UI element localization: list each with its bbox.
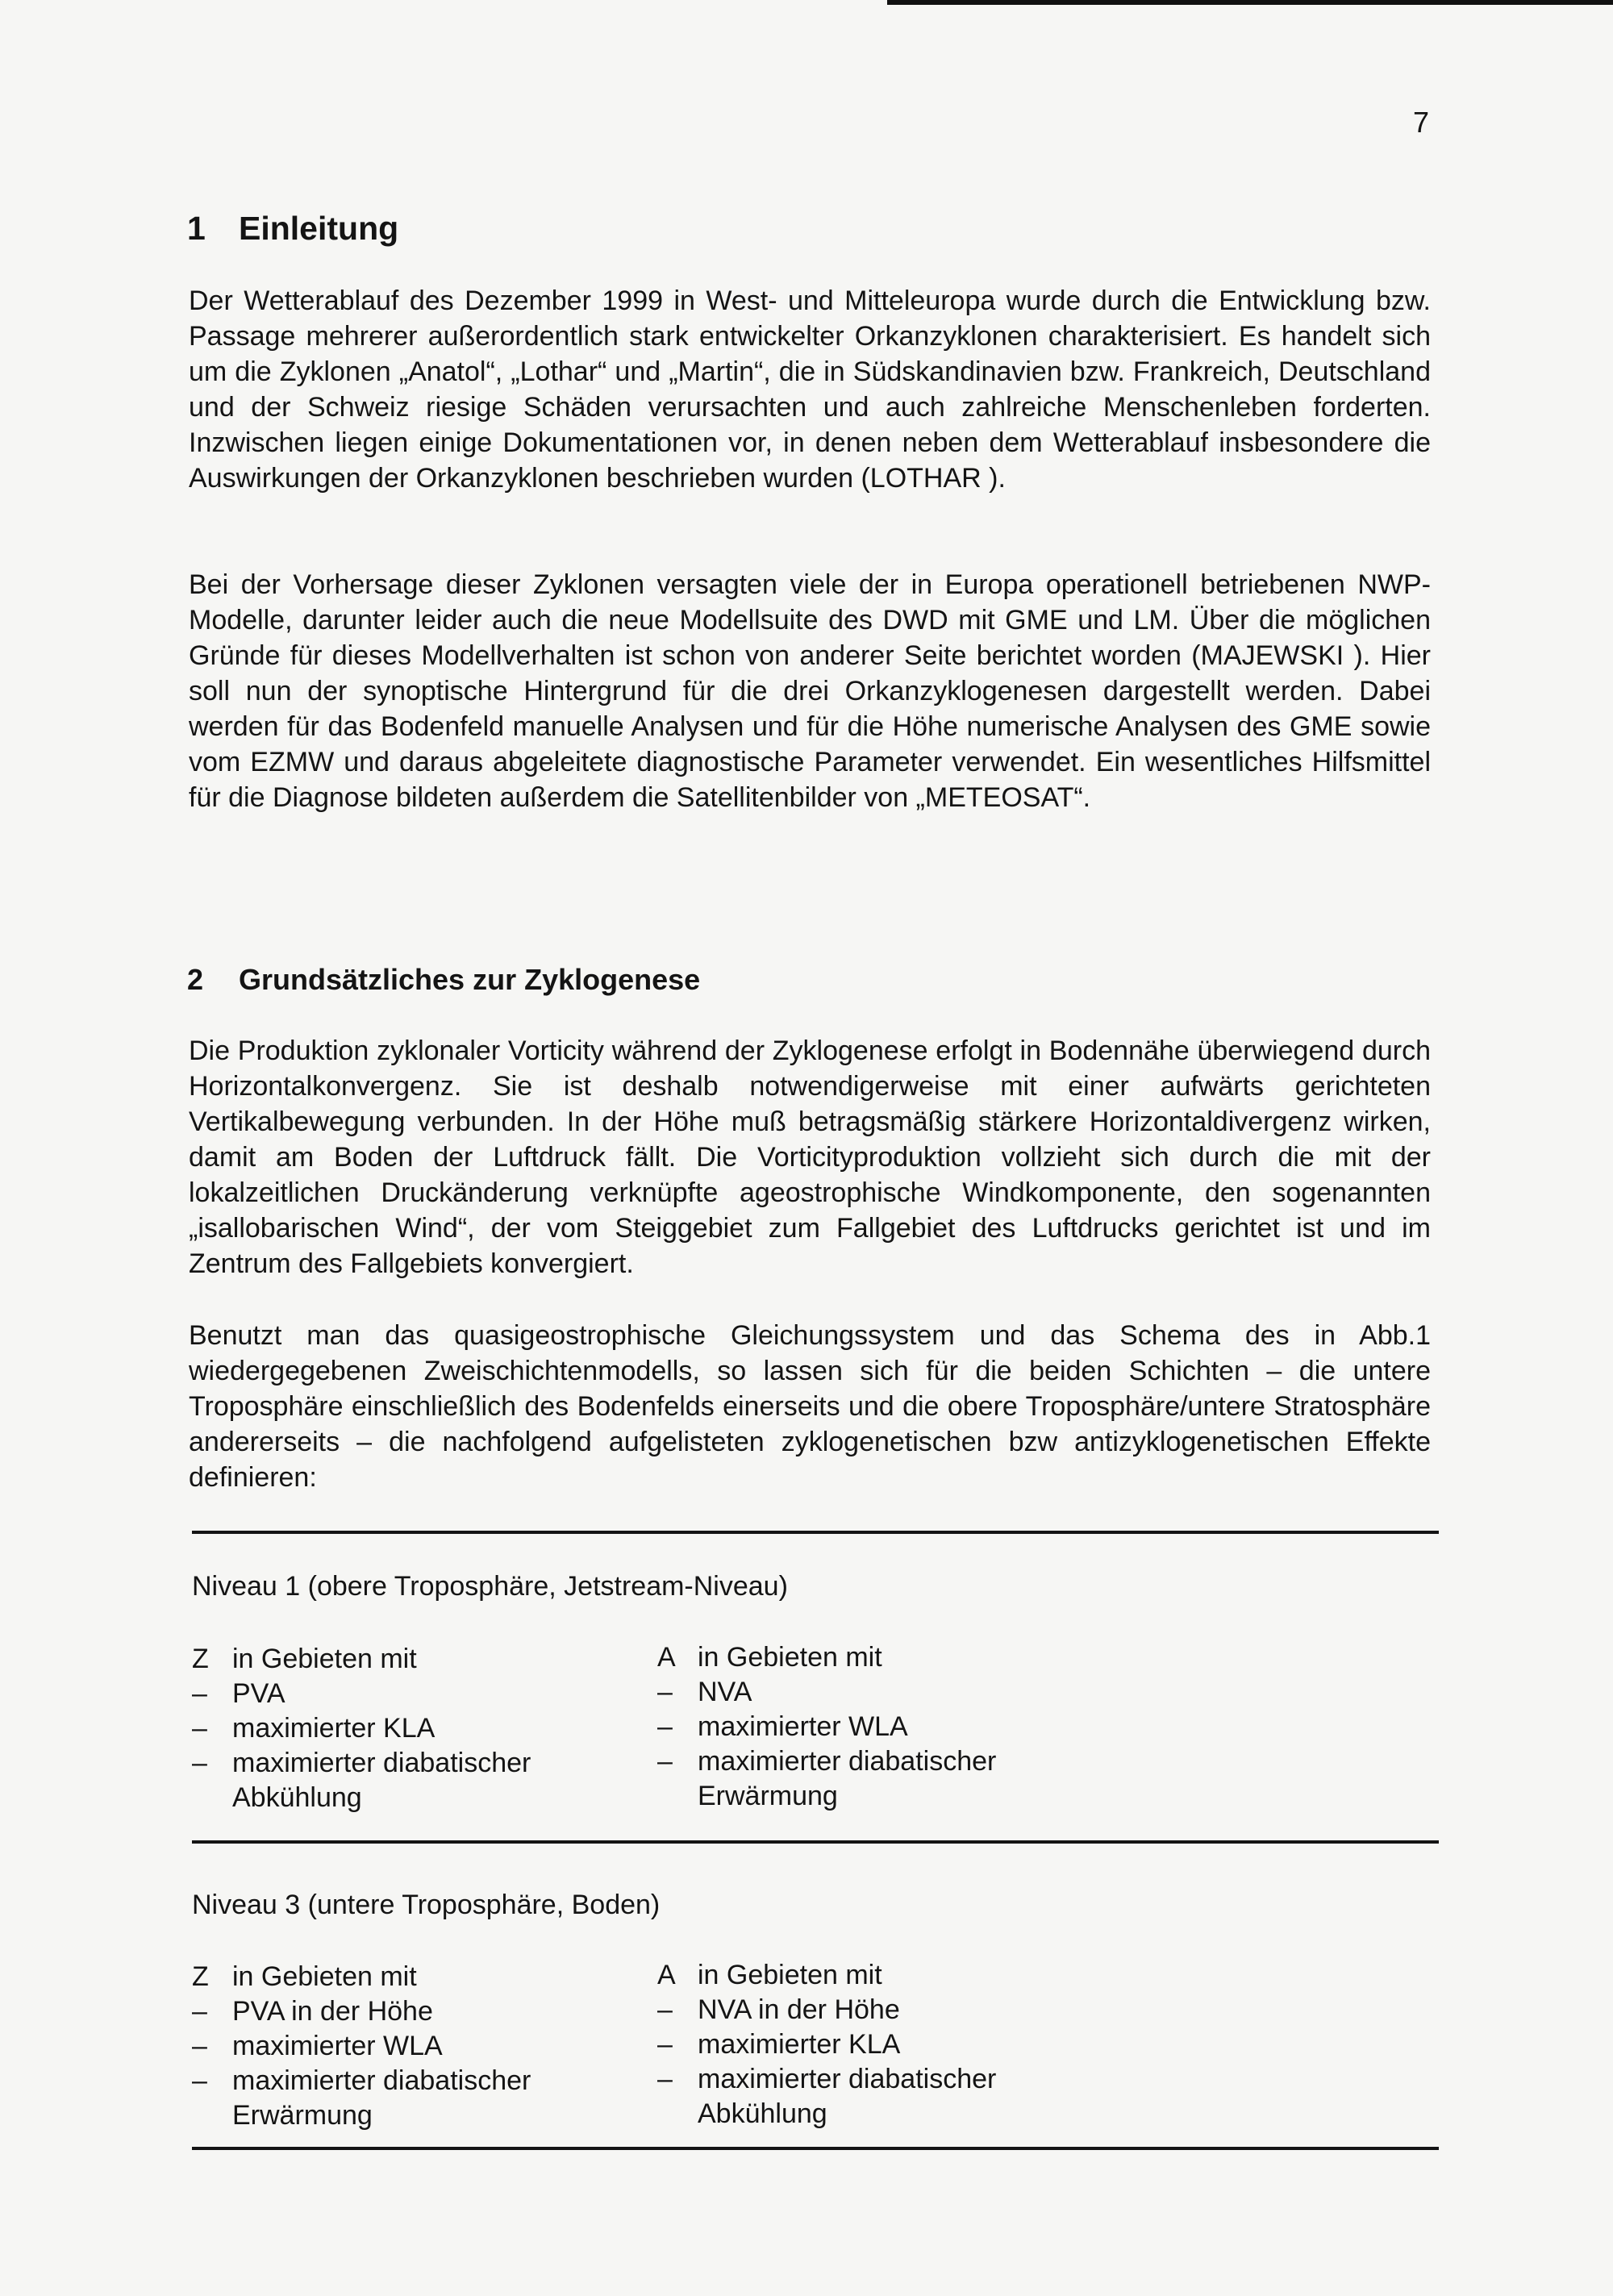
list-item-text: maximierter KLA — [698, 2029, 901, 2060]
list-item-text: maximierter diabatischer — [232, 2065, 531, 2096]
section-title: Grundsätzliches zur Zyklogenese — [239, 963, 701, 996]
list-item — [657, 1710, 996, 1744]
section-heading-einleitung — [187, 208, 398, 248]
list-item — [192, 2098, 531, 2133]
list-marker: Z — [192, 1644, 209, 1674]
list-marker: – — [192, 1748, 207, 1778]
list-item — [657, 1779, 996, 1814]
list-marker: – — [657, 2029, 673, 2060]
list-marker: A — [657, 1960, 676, 1990]
niveau-3-antizyklogenetisch-list — [657, 1958, 996, 2131]
list-marker: – — [657, 2064, 673, 2094]
list-item-text: in Gebieten mit — [232, 1644, 417, 1674]
list-item-text: Erwärmung — [232, 2100, 373, 2131]
list-marker: – — [192, 1996, 207, 2027]
list-item-text: maximierter diabatischer — [232, 1748, 531, 1778]
list-item-text: maximierter WLA — [698, 1711, 908, 1742]
section-number: 2 — [187, 963, 204, 996]
list-marker: A — [657, 1642, 676, 1673]
list-item — [657, 1993, 996, 2027]
list-item — [657, 1744, 996, 1779]
list-item — [192, 1994, 531, 2029]
list-item — [192, 1677, 531, 1711]
list-item — [192, 2064, 531, 2098]
section-heading-zyklogenese — [187, 962, 700, 998]
table-rule-top — [192, 1531, 1439, 1534]
paragraph-zyklogenese-2: Benutzt man das quasigeostrophische Gleichungssystem und das Schema des in Abb.1 wiedergegebenen Zweischichtenmodells, so lassen sich für die beiden Schichten – die untere Troposphäre einschließlich des Bodenfelds einerseits und die obere Troposphäre/untere Stratosphäre andererseits – die nachfolgend aufgelisteten zyklogenetischen bzw antizyklogenetischen Effekte definieren: — [189, 1320, 1431, 1493]
list-item — [657, 1640, 996, 1675]
list-item-text: maximierter WLA — [232, 2031, 443, 2061]
list-marker: – — [657, 1994, 673, 2025]
list-item — [192, 1746, 531, 1781]
list-item — [657, 2097, 996, 2131]
list-item — [657, 1958, 996, 1993]
list-item-text: Abkühlung — [698, 2098, 827, 2129]
list-item-text: maximierter diabatischer — [698, 1746, 997, 1777]
niveau-1-zyklogenetisch-list — [192, 1642, 531, 1815]
list-item-text: Abkühlung — [232, 1782, 362, 1813]
table-rule-middle — [192, 1840, 1439, 1844]
list-marker: Z — [192, 1961, 209, 1992]
paragraph-zyklogenese-1: Die Produktion zyklonaler Vorticity während der Zyklogenese erfolgt in Bodennähe überwiegend durch Horizontalkonvergenz. Sie ist deshalb notwendigerweise mit einer aufwärts gerichteten Vertikalbewegung verbunden. In der Höhe muß betragsmäßig stärkere Horizontaldivergenz wirken, damit am Boden der Luftdruck fällt. Die Vorticityproduktion vollzieht sich durch die mit der lokalzeitlichen Druckänderung verknüpfte ageostrophische Windkomponente, den sogenannten „isallobarischen Wind“, der vom Steiggebiet zum Fallgebiet des Luftdrucks gerichtet ist und im Zentrum des Fallgebiets konvergiert. — [189, 1035, 1431, 1279]
niveau-3-zyklogenetisch-list — [192, 1960, 531, 2133]
paragraph-intro-2: Bei der Vorhersage dieser Zyklonen versagten viele der in Europa operationell betriebenen NWP-Modelle, darunter leider auch die neue Modellsuite des DWD mit GME und LM. Über die möglichen Gründe für dieses Modellverhalten ist schon von anderer Seite berichtet worden (MAJEWSKI ). Hier soll nun der synoptische Hintergrund für die drei Orkanzyklogenesen dargestellt werden. Dabei werden für das Bodenfeld manuelle Analysen und für die Höhe numerische Analysen des GME sowie vom EZMW und daraus abgeleitete diagnostische Parameter verwendet. Ein wesentliches Hilfsmittel für die Diagnose bildeten außerdem die Satellitenbilder von „METEOSAT“. — [189, 569, 1431, 813]
list-item-text: PVA in der Höhe — [232, 1996, 433, 2027]
list-item — [192, 1711, 531, 1746]
list-marker: – — [192, 1678, 207, 1709]
table-rule-bottom — [192, 2147, 1439, 2150]
section-number: 1 — [187, 210, 206, 247]
list-item-text: NVA — [698, 1677, 752, 1707]
list-item — [192, 1642, 531, 1677]
section-title: Einleitung — [239, 210, 399, 247]
list-item — [657, 2027, 996, 2062]
page-number: 7 — [1412, 106, 1429, 139]
scan-edge-bar — [887, 0, 1613, 5]
list-marker: – — [192, 1713, 207, 1744]
list-item-text: maximierter diabatischer — [698, 2064, 997, 2094]
list-item-text: in Gebieten mit — [698, 1960, 882, 1990]
list-item — [192, 2029, 531, 2064]
list-item-text: in Gebieten mit — [698, 1642, 882, 1673]
niveau-1-antizyklogenetisch-list — [657, 1640, 996, 1814]
paragraph-intro-1: Der Wetterablauf des Dezember 1999 in West- und Mitteleuropa wurde durch die Entwicklung bzw. Passage mehrerer außerordentlich stark entwickelter Orkanzyklonen charakterisiert. Es handelt sich um die Zyklonen „Anatol“, „Lothar“ und „Martin“, die in Südskandinavien bzw. Frankreich, Deutschland und der Schweiz riesige Schäden verursachten und auch zahlreiche Menschenleben forderten. Inzwischen liegen einige Dokumentationen vor, in denen neben dem Wetterablauf insbesondere die Auswirkungen der Orkanzyklonen beschrieben wurden (LOTHAR ). — [189, 285, 1431, 494]
list-marker: – — [657, 1746, 673, 1777]
list-item — [657, 2062, 996, 2097]
list-item-text: NVA in der Höhe — [698, 1994, 900, 2025]
list-item-text: Erwärmung — [698, 1781, 838, 1811]
list-marker: – — [192, 2031, 207, 2061]
list-marker: – — [657, 1711, 673, 1742]
level-title-niveau-1: Niveau 1 (obere Troposphäre, Jetstream-Niveau) — [192, 1571, 788, 1602]
list-item — [192, 1781, 531, 1815]
list-marker: – — [657, 1677, 673, 1707]
list-item — [192, 1960, 531, 1994]
list-item-text: PVA — [232, 1678, 286, 1709]
list-marker: – — [192, 2065, 207, 2096]
list-item-text: maximierter KLA — [232, 1713, 436, 1744]
list-item — [657, 1675, 996, 1710]
list-item-text: in Gebieten mit — [232, 1961, 417, 1992]
level-title-niveau-3: Niveau 3 (untere Troposphäre, Boden) — [192, 1890, 661, 1920]
